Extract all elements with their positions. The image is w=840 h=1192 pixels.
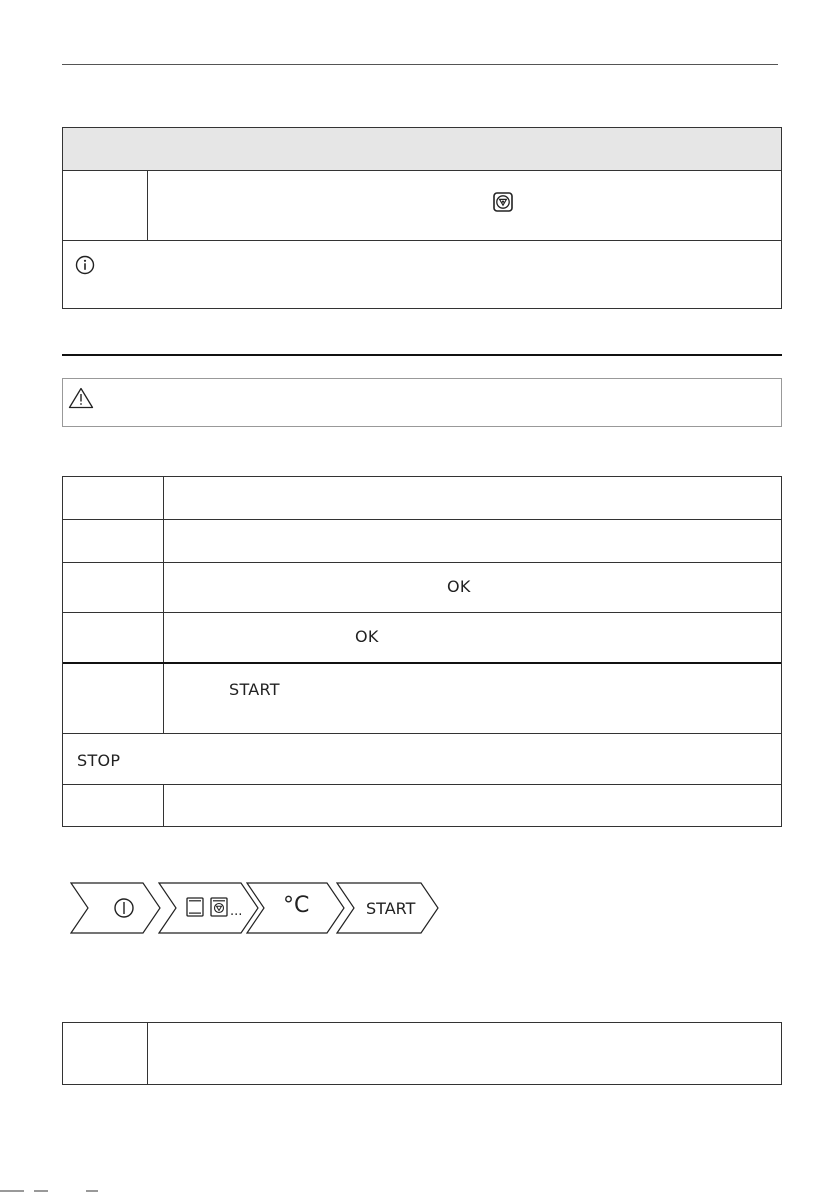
quick-start-flow xyxy=(70,882,440,934)
step-cell xyxy=(63,563,164,612)
table-row xyxy=(63,477,781,520)
temperature-step-label: °C xyxy=(283,893,310,918)
step-cell xyxy=(63,477,164,519)
section-rule xyxy=(62,354,782,356)
power-icon xyxy=(113,897,135,919)
step-cell xyxy=(63,1023,148,1084)
table-row xyxy=(63,171,781,241)
fan-symbol-icon xyxy=(493,192,513,212)
top-rule xyxy=(62,64,778,65)
ok-key-label: OK xyxy=(447,577,471,596)
instruction-table-1 xyxy=(62,127,782,309)
start-key-label: START xyxy=(229,680,280,699)
conventional-heating-icon xyxy=(186,897,204,917)
ok-key-label: OK xyxy=(355,627,379,646)
table-row xyxy=(63,563,781,613)
table-header xyxy=(63,128,781,171)
table-row xyxy=(63,613,781,664)
table-row xyxy=(63,734,781,785)
stop-key-label: STOP xyxy=(77,751,121,770)
info-icon xyxy=(75,255,95,275)
step-cell xyxy=(63,171,148,240)
fan-heating-icon xyxy=(210,897,228,917)
step-cell xyxy=(63,785,164,826)
table-row xyxy=(63,520,781,563)
step-cell xyxy=(63,520,164,562)
warning-box xyxy=(62,378,782,427)
step-cell xyxy=(63,613,164,662)
bottom-edge-mark xyxy=(0,1188,120,1192)
instruction-table-3 xyxy=(62,1022,782,1085)
start-step-label: START xyxy=(366,899,416,918)
more-functions-ellipsis: ... xyxy=(230,904,243,919)
step-cell xyxy=(63,664,164,733)
table-row xyxy=(63,664,781,734)
flow-step-arrow xyxy=(158,882,260,934)
warning-triangle-icon xyxy=(68,387,94,409)
table-row xyxy=(63,785,781,826)
instruction-table-2 xyxy=(62,476,782,827)
note-row xyxy=(63,241,781,308)
